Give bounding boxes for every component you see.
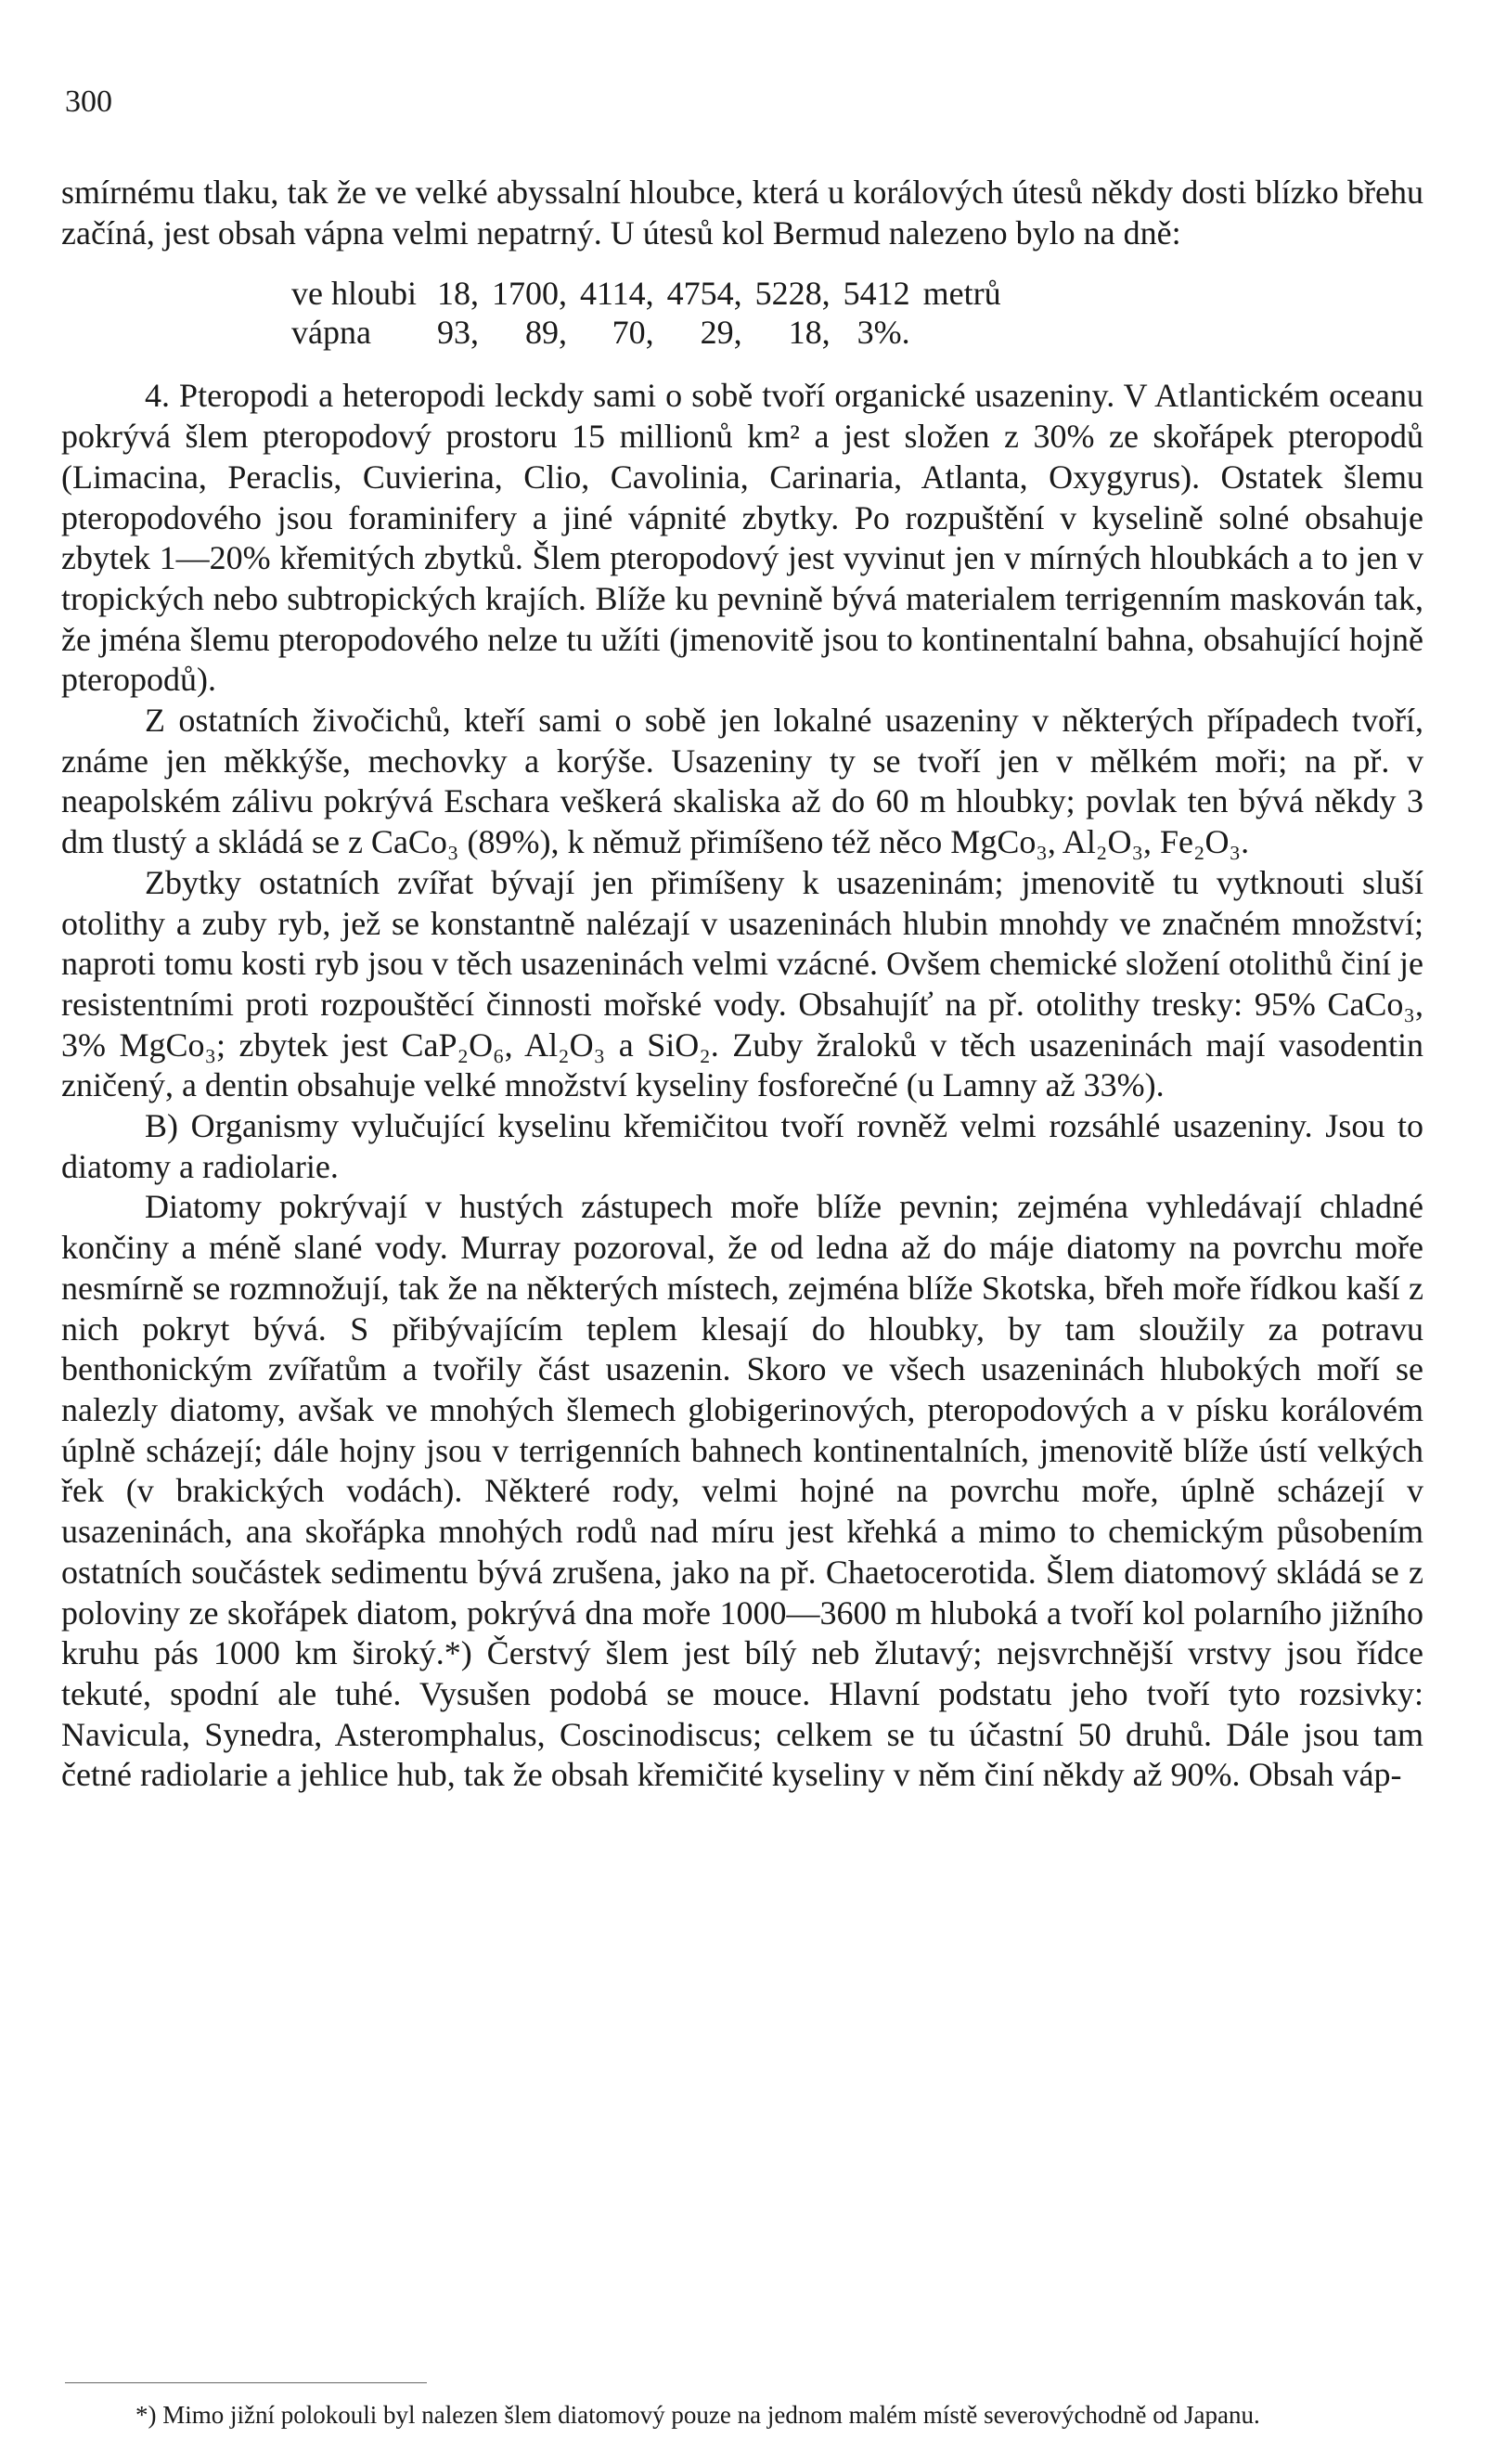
paragraph-1: smírnému tlaku, tak že ve velké abyssalní hloubce, která u korálových útesů někdy dosti blízko břehu začíná, jest obsah vápna velmi nepatrný. U útesů kol Bermud nalezeno bylo na dně:: [61, 174, 1423, 252]
depth-unit: metrů: [922, 275, 1001, 313]
depth-label: ve hloubi: [291, 275, 417, 313]
paragraph-pteropods: 4. Pteropodi a heteropodi leckdy sami o sobě tvoří organické usazeniny. V Atlantickém oceanu pokrývá šlem pteropodový prostoru 15 millionů km² a jest složen z 30% ze skořápek pteropodů (Limacina, Peraclis, Cuvierina, Clio, Cavolinia, Carinaria, Atlanta, Oxygyrus). Ostatek šlemu pteropodového jsou foraminifery a jiné vápnité zbytky. Po rozpuštění v kyselině solné obsahuje zbytek 1—20% křemitých zbytků. Šlem pteropodový jest vyvinut jen v mírných hloubkách a to jen v tropických nebo subtropických krajích. Blíže ku pevnině bývá materialem terrigenním maskován tak, že jména šlemu pteropodového nelze tu užíti (jmenovitě jsou to kontinentalní bahna, obsahující hojně pteropodů).: [61, 377, 1423, 699]
depth-value: 4754,: [666, 275, 742, 313]
lime-row: [291, 313, 1022, 352]
depth-value: 5412: [843, 275, 910, 313]
lime-value: 18,: [788, 314, 831, 352]
main-text: [61, 173, 1423, 1796]
page-number: 300: [65, 84, 112, 119]
depth-value: 18,: [436, 275, 479, 313]
depth-value: 1700,: [491, 275, 567, 313]
paragraph-other-animals: Z ostatních živočichů, kteří sami o sobě jen lokalné usazeniny v některých případech tvoří, známe jen měkkýše, mechovky a korýše. Usazeniny ty se tvoří jen v mělkém moři; na př. v neapolském zálivu pokrývá Eschara veškerá skaliska až do 60 m hloubky; povlak ten bývá někdy 3 dm tlustý a skládá se z CaCo₃ (89%), k němuž přimíšeno též něco MgCo₃, Al₂O₃, Fe₂O₃.: [61, 702, 1423, 861]
depth-row: [291, 274, 1022, 313]
lime-value: 89,: [524, 314, 567, 352]
lime-value: 70,: [612, 314, 654, 352]
lime-value: 93,: [436, 314, 479, 352]
footnote: [61, 2399, 1423, 2431]
lime-value: 3%.: [856, 314, 910, 352]
footnote-text: *) Mimo jižní polokouli byl nalezen šlem diatomový pouze na jednom malém místě severovýchodně od Japanu.: [135, 2401, 1260, 2429]
lime-label: vápna: [291, 314, 371, 352]
lime-value: 29,: [700, 314, 742, 352]
depth-value: 5228,: [754, 275, 831, 313]
depth-value: 4114,: [579, 275, 654, 313]
footnote-rule: [65, 2382, 427, 2383]
paragraph-remains: Zbytky ostatních zvířat bývají jen přimíšeny k usazeninám; jmenovitě tu vytknouti sluší otolithy a zuby ryb, jež se konstantně nalézají v usazeninách hlubin mnohdy ve značném množství; naproti tomu kosti ryb jsou v těch usazeninách velmi vzácné. Ovšem chemické složení otolithů činí je resistentními proti rozpouštěcí činnosti mořské vody. Obsahujíť na př. otolithy tresky: 95% CaCo₃, 3% MgCo₃; zbytek jest CaP₂O₆, Al₂O₃ a SiO₂. Zuby žraloků v těch usazeninách mají vasodentin zničený, a dentin obsahuje velké množství kyseliny fosforečné (u Lamny až 33%).: [61, 863, 1423, 1104]
paragraph-diatoms: Diatomy pokrývají v hustých zástupech moře blíže pevnin; zejména vyhledávají chladné končiny a méně slané vody. Murray pozoroval, že od ledna až do máje diatomy na povrchu moře nesmírně se rozmnožují, tak že na některých místech, zejména blíže Skotska, břeh moře řídkou kaší z nich pokryt bývá. S přibývajícím teplem klesají do hloubky, by tam sloužily za potravu benthonickým zvířatům a tvořily část usazenin. Skoro ve všech usazeninách hlubokých moří se nalezly diatomy, avšak ve mnohých šlemech globigerinových, pteropodových a v písku korálovém úplně scházejí; dále hojny jsou v terrigenních bahnech kontinentalních, jmenovitě blíže ústí velkých řek (v brakických vodách). Některé rody, velmi hojné na povrchu moře, úplně scházejí v usazeninách, ana skořápka mnohých rodů nad míru jest křehká a mimo to chemickým působením ostatních součástek sedimentu bývá zrušena, jako na př. Chaetocerotida. Šlem diatomový skládá se z poloviny ze skořápek diatom, pokrývá dna moře 1000—3600 m hluboká a tvoří kol polarního jižního kruhu pás 1000 km široký.*) Čerstvý šlem jest bílý neb žlutavý; nejsvrchnější vrstvy jsou řídce tekuté, spodní ale tuhé. Vysušen podobá se mouce. Hlavní podstatu jeho tvoří tyto rozsivky: Navicula, Synedra, Asteromphalus, Coscinodiscus; celkem se tu účastní 50 druhů. Dále jsou tam četné radiolarie a jehlice hub, tak že obsah křemičité kyseliny v něm činí někdy až 90%. Obsah váp-: [61, 1188, 1423, 1794]
paragraph-silica-organisms: B) Organismy vylučující kyselinu křemičitou tvoří rovněž velmi rozsáhlé usazeniny. Jsou to diatomy a radiolarie.: [61, 1107, 1423, 1185]
bermuda-lime-table: [291, 274, 1022, 352]
